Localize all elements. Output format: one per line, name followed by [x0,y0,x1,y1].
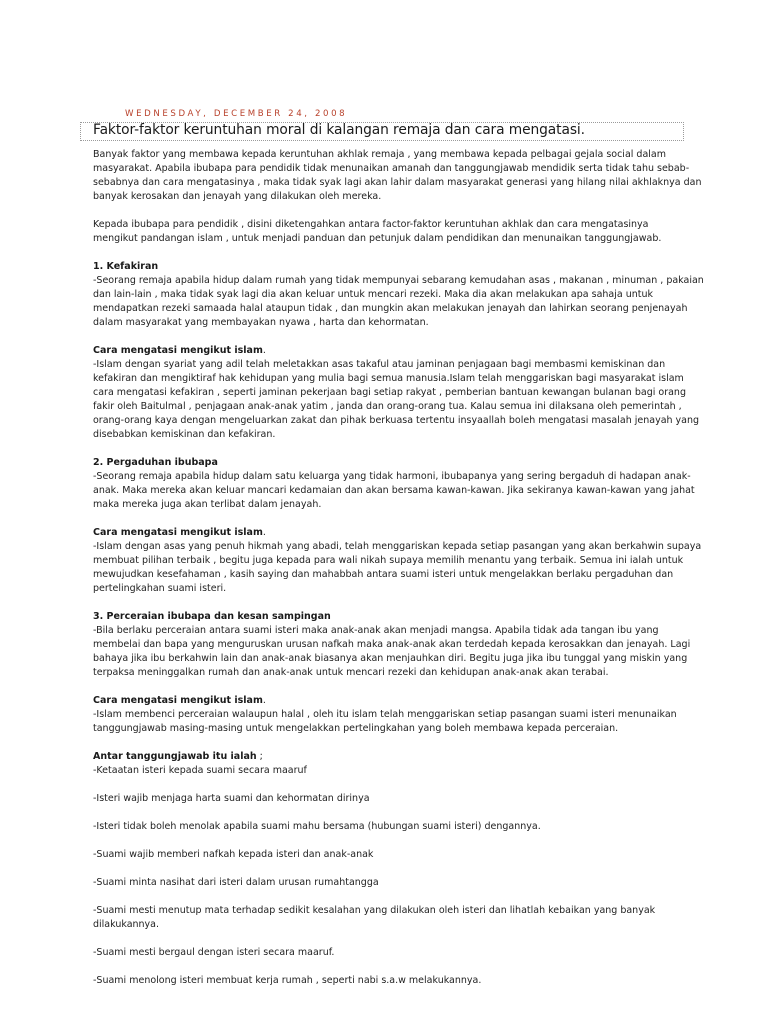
text-line: -Suami mesti menutup mata terhadap sedikit kesalahan yang dilakukan oleh isteri dan lihatlah kebaikan yang banyak [93,905,656,916]
text-line: -Seorang remaja apabila hidup dalam satu keluarga yang tidak harmoni, ibubapanya yang sering bergaduh di hadapan anak- [93,471,691,482]
subheading-line [93,750,693,764]
subheading-line [93,526,693,540]
text-line: Banyak faktor yang membawa kepada keruntuhan akhlak remaja , yang membawa kepada pelbagai gejala social dalam [93,149,666,160]
duty-item [93,974,693,988]
text-line: banyak kerosakan dan jenayah yang dilakukan oleh mereka. [93,191,382,202]
text-line: dalam masyarakat yang membayakan nyawa , harta dan kehormatan. [93,317,429,328]
text-line: disebabkan kemiskinan dan kefakiran. [93,429,276,440]
subheading: Antar tanggungjawab itu ialah [93,751,257,762]
subheading-period: . [262,345,266,356]
text-line: cara mengatasi kefakiran , seperti jaminan pekerjaan bagi setiap rakyat , pemberian bantuan kewangan bulanan bagi orang [93,387,686,398]
text-line: -Suami minta nasihat dari isteri dalam urusan rumahtangga [93,877,379,888]
text-line: bahaya jika ibu berkahwin lain dan anak-anak biasanya akan menjauhkan diri. Begitu juga jika ibu tunggal yang miskin yang [93,653,688,664]
text-line: terpaksa meninggalkan rumah dan anak-anak untuk mencari rezeki dan kehidupan anak-anak akan terabai. [93,667,609,678]
subheading-line [93,344,693,358]
subheading-period: . [262,695,266,706]
text-line: -Isteri wajib menjaga harta suami dan kehormatan dirinya [93,793,370,804]
text-line: -Suami menolong isteri membuat kerja rumah , seperti nabi s.a.w melakukannya. [93,975,482,986]
duty-item [93,876,693,890]
subheading: Cara mengatasi mengikut islam [93,695,263,706]
post-date: WEDNESDAY, DECEMBER 24, 2008 [125,109,348,119]
text-line: sebabnya dan cara mengatasinya , maka tidak syak lagi akan lahir dalam masyarakat generasi yang hilang nilai akhlaknya dan [93,177,702,188]
text-line: fakir oleh Baitulmal , penjagaan anak-anak yatim , janda dan orang-orang tua. Kalau semua ini dilaksana oleh pemerintah , [93,401,682,412]
section-heading: 2. Pergaduhan ibubapa [93,457,218,468]
text-line: anak. Maka mereka akan keluar mancari kedamaian dan akan bersama kawan-kawan. Jika sekiranya kawan-kawan yang jahat [93,485,695,496]
text-line: -Suami mesti bergaul dengan isteri secara maaruf. [93,947,335,958]
section-cara-mengatasi-3 [93,694,693,736]
text-line: dilakukannya. [93,919,160,930]
text-line: dan lain-lain , maka tidak syak lagi dia akan keluar untuk mencari rezeki. Maka dia akan melakukan apa sahaja untuk [93,289,653,300]
section-tanggungjawab [93,750,693,988]
text-line: tanggungjawab masing-masing untuk mengelakkan pertelingkahan yang boleh membawa kepada perceraian. [93,723,619,734]
text-line: -Suami wajib memberi nafkah kepada isteri dan anak-anak [93,849,374,860]
post-title[interactable]: Faktor-faktor keruntuhan moral di kalangan remaja dan cara mengatasi. [93,122,585,138]
text-line: pertelingkahan suami isteri. [93,583,227,594]
section-kefakiran [93,260,704,330]
section-heading: 3. Perceraian ibubapa dan kesan sampingan [93,611,331,622]
subheading: Cara mengatasi mengikut islam [93,527,263,538]
post-body [93,148,704,1002]
subheading-line [93,694,693,708]
subheading-semicolon: ; [256,751,263,762]
text-line: -Ketaatan isteri kepada suami secara maaruf [93,765,307,776]
section-cara-mengatasi-1 [93,344,700,442]
text-line: mewujudkan kesefahaman , kasih saying dan mahabbah antara suami isteri untuk mengelakkan berlaku pergaduhan dan [93,569,674,580]
text-line: mengikut pandangan islam , untuk menjadi panduan dan petunjuk dalam pendidikan dan menunaikan tanggungjawab. [93,233,662,244]
intro-paragraph-1 [93,148,702,204]
text-line: -Seorang remaja apabila hidup dalam rumah yang tidak mempunyai sebarang kemudahan asas , makanan , minuman , pakaian [93,275,704,286]
subheading-period: . [262,527,266,538]
text-line: kefakiran dan mengiktiraf hak kehidupan yang mulia bagi semua manusia.Islam telah menggariskan bagi masyarakat islam [93,373,684,384]
subheading: Cara mengatasi mengikut islam [93,345,263,356]
duty-item [93,820,693,834]
text-line: membuat pilihan terbaik , begitu juga kepada para wali nikah supaya memilih menantu yang terbaik. Semua ini ialah untuk [93,555,684,566]
text-line: -Islam dengan syariat yang adil telah meletakkan asas takaful atau jaminan penjagaan bagi membasmi kemiskinan dan [93,359,666,370]
duty-item [93,848,693,862]
text-line: -Isteri tidak boleh menolak apabila suami mahu bersama (hubungan suami isteri) dengannya. [93,821,541,832]
section-heading: 1. Kefakiran [93,261,159,272]
section-perceraian-ibubapa [93,610,693,680]
intro-paragraph-2 [93,218,693,246]
text-line: -Bila berlaku perceraian antara suami isteri maka anak-anak akan menjadi mangsa. Apabila tidak ada tangan ibu yang [93,625,659,636]
text-line: maka mereka juga akan terlibat dalam jenayah. [93,499,322,510]
text-line: orang-orang kaya dengan mengeluarkan zakat dan pihak berkuasa tertentu insyaallah boleh mengatasi masalah jenayah yang [93,415,700,426]
duty-item [93,904,693,932]
duty-item [93,946,693,960]
duty-item [93,792,693,806]
text-line: -Islam dengan asas yang penuh hikmah yang abadi, telah menggariskan kepada setiap pasangan yang akan berkahwin supaya [93,541,702,552]
section-cara-mengatasi-2 [93,526,702,596]
duty-item [93,764,693,778]
section-pergaduhan-ibubapa [93,456,693,512]
text-line: Kepada ibubapa para pendidik , disini diketengahkan antara factor-faktor keruntuhan akhlak dan cara mengatasinya [93,219,649,230]
text-line: -Islam membenci perceraian walaupun halal , oleh itu islam telah menggariskan setiap pasangan suami isteri menunaikan [93,709,677,720]
text-line: mendapatkan rezeki samaada halal ataupun tidak , dan mungkin akan melakukan jenayah dan lahirkan seorang penjenayah [93,303,688,314]
text-line: membelai dan bapa yang menguruskan urusan nafkah maka anak-anak akan terdedah kepada kerosakkan dan jenayah. Lagi [93,639,691,650]
text-line: masyarakat. Apabila ibubapa para pendidik tidak menunaikan amanah dan tanggungjawab mendidik serta tidak tahu sebab- [93,163,690,174]
